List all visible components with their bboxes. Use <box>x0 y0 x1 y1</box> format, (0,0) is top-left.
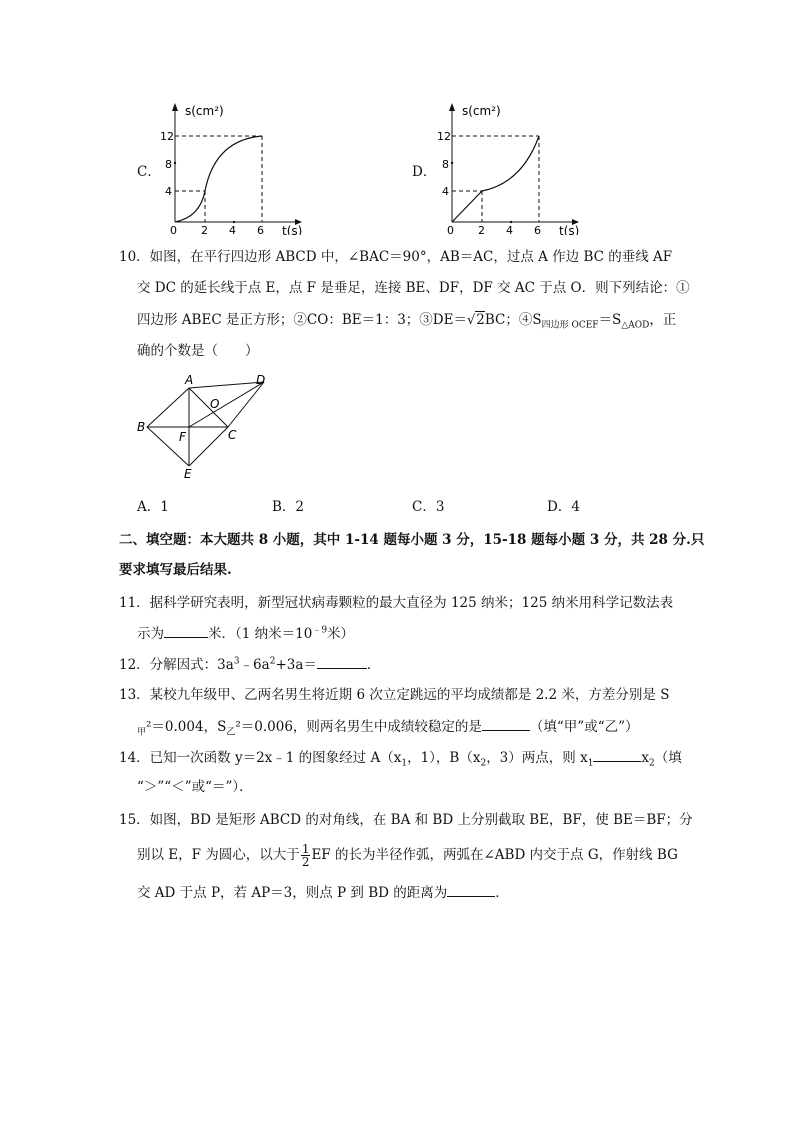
x-tick-2: 2 <box>478 224 485 235</box>
y-axis-label: s(cm²) <box>462 104 501 118</box>
x-tick-6: 6 <box>257 224 264 235</box>
q15-line2: 别以 E，F 为圆心，以大于 $\frac{1}{2}$ EF 的长为半径作弧，两弧在∠ABD 内交于点 G，作射线 BG <box>137 842 678 869</box>
q15-answer-blank[interactable] <box>447 882 495 897</box>
q12-answer-blank[interactable] <box>317 654 367 669</box>
x-tick-0: 0 <box>447 224 454 235</box>
curve-c <box>175 136 262 222</box>
q10-figure <box>132 370 277 482</box>
q13-answer-blank[interactable] <box>482 716 530 731</box>
label-d: D <box>256 373 266 387</box>
y-tick-12: 12 <box>437 130 451 143</box>
option-d-label: D． <box>412 164 437 180</box>
label-o: O <box>210 397 220 411</box>
q14-line1: 14．已知一次函数 y＝2x﹣1 的图象经过 $A(x_1$，1），$B(x_2$，3）两点，则 $x_1$ $x_2$（填 <box>119 747 682 768</box>
q15-line1: 15．如图，BD 是矩形 ABCD 的对角线，在 BA 和 BD 上分别截取 BE，BF，使 BE＝BF；分 <box>119 812 693 828</box>
y-axis-label: s(cm²) <box>185 104 224 118</box>
q13-line2: $_甲$²＝0.004，$S_乙^2=0.006$，则两名男生中成绩较稳定的是 （填“甲”或“乙”） <box>137 716 639 737</box>
fraction-half: $\frac{1}{2}$ <box>301 842 310 869</box>
y-tick-8: 8 <box>442 158 449 171</box>
x-tick-2: 2 <box>201 224 208 235</box>
q10-option-c[interactable]: C．3 <box>412 499 445 515</box>
label-e: E <box>184 467 192 481</box>
y-tick-12: 12 <box>160 130 174 143</box>
q13-line1: 13．某校九年级甲、乙两名男生将近期 6 次立定跳远的平均成绩都是 2.2 米，方差分别是 S <box>119 687 670 703</box>
section2-header-line1: 二、填空题：本大题共 8 小题，其中 1-14 题每小题 3 分，15-18 题每小题 3 分，共 28 分.只 <box>119 532 705 548</box>
q11-answer-blank[interactable] <box>164 623 208 638</box>
graph-c <box>160 95 310 235</box>
graph-d <box>437 95 587 235</box>
x-axis-label: t(s) <box>559 224 580 235</box>
q10-option-d[interactable]: D．4 <box>547 499 580 515</box>
y-tick-8: 8 <box>165 158 172 171</box>
q10-line1: 10．如图，在平行四边形 ABCD 中，∠BAC＝90°，AB＝AC，过点 A 作边 BC 的垂线 AF <box>119 249 673 265</box>
q11-line1: 11．据科学研究表明，新型冠状病毒颗粒的最大直径为 125 纳米；125 纳米用科学记数法表 <box>119 595 674 611</box>
label-f: F <box>179 430 186 444</box>
q10-option-a[interactable]: A．1 <box>137 499 169 515</box>
q10-line3: 四边形 ABEC 是正方形；②CO：BE＝1：3；③DE＝√2BC；$④S_{四边形 OCEF}=S_{\triangle AOD}$，正 <box>137 312 677 331</box>
label-c: C <box>228 428 237 442</box>
section2-header-line2: 要求填写最后结果. <box>119 562 232 578</box>
segment-d <box>452 191 482 222</box>
x-tick-4: 4 <box>506 224 513 235</box>
curve-d <box>482 136 539 191</box>
y-axis-arrow <box>172 103 178 111</box>
q14-line2: “＞”“＜”或“＝”）． <box>137 779 253 795</box>
y-axis-arrow <box>449 103 455 111</box>
x-tick-4: 4 <box>229 224 236 235</box>
x-axis-label: t(s) <box>282 224 303 235</box>
q15-line3: 交 AD 于点 P，若 AP＝3，则点 P 到 BD 的距离为 ． <box>137 882 509 903</box>
y-tick-4: 4 <box>442 185 449 198</box>
x-tick-6: 6 <box>534 224 541 235</box>
q11-line2: 示为 米．（1 纳米$=10^{﹣9}$米） <box>137 623 354 644</box>
label-b: B <box>137 420 146 434</box>
x-tick-0: 0 <box>170 224 177 235</box>
q14-answer-blank[interactable] <box>593 747 641 762</box>
q10-line4: 确的个数是（ ） <box>137 343 259 359</box>
y-tick-4: 4 <box>165 185 172 198</box>
label-a: A <box>185 373 194 387</box>
q10-option-b[interactable]: B．2 <box>272 499 305 515</box>
q12-line: 12．分解因式：$3a^3﹣6a^2+3a=$ ． <box>119 654 380 675</box>
q10-line2: 交 DC 的延长线于点 E，点 F 是垂足，连接 BE、DF，DF 交 AC 于点 O．则下列结论：① <box>137 280 690 296</box>
option-c-label: C． <box>137 164 161 180</box>
